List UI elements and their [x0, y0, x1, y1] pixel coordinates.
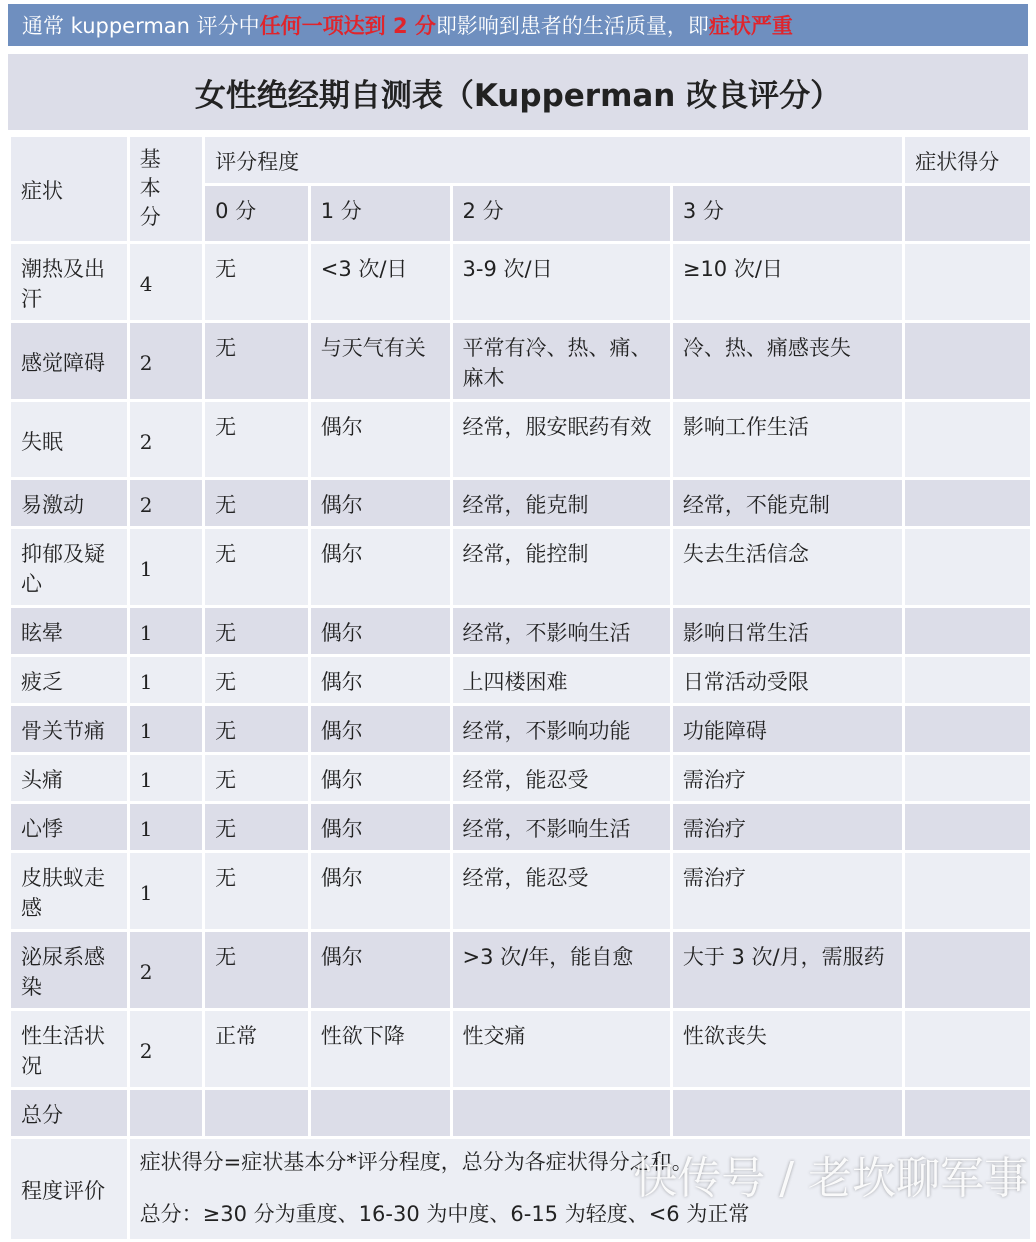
header-level-1: 1 分 [311, 186, 450, 241]
evaluation-line-1: 症状得分=症状基本分*评分程度，总分为各症状得分之和。 [139, 1150, 693, 1174]
level-3-cell: 需治疗 [673, 853, 902, 929]
table-row [11, 853, 1030, 929]
symptom-score-cell [905, 1011, 1030, 1087]
total-label: 总分 [11, 1090, 127, 1136]
level-2-cell: 上四楼困难 [453, 657, 670, 703]
level-2-cell: 经常，能忍受 [453, 755, 670, 801]
total-cell [453, 1090, 670, 1136]
table-row [11, 480, 1030, 526]
level-3-cell: 影响日常生活 [673, 608, 902, 654]
level-2-cell: 3-9 次/日 [453, 244, 670, 320]
base-score-cell: 1 [130, 657, 202, 703]
symptom-cell: 潮热及出汗 [11, 244, 127, 320]
level-0-cell: 无 [205, 323, 308, 399]
symptom-score-cell [905, 244, 1030, 320]
level-1-cell: <3 次/日 [311, 244, 450, 320]
header-level-3: 3 分 [673, 186, 902, 241]
table-row [11, 804, 1030, 850]
header-base-score [130, 137, 202, 241]
level-3-cell: ≥10 次/日 [673, 244, 902, 320]
base-score-cell: 1 [130, 853, 202, 929]
symptom-score-cell [905, 755, 1030, 801]
banner-text-1: 通常 kupperman 评分中 [22, 14, 260, 38]
level-3-cell: 需治疗 [673, 755, 902, 801]
base-score-cell: 2 [130, 932, 202, 1008]
watermark-text: 快传号 / 老坎聊军事 [633, 1153, 1028, 1204]
level-1-cell: 与天气有关 [311, 323, 450, 399]
base-score-cell: 2 [130, 402, 202, 477]
symptom-cell: 抑郁及疑心 [11, 529, 127, 605]
level-1-cell: 偶尔 [311, 706, 450, 752]
table-row [11, 706, 1030, 752]
level-1-cell: 偶尔 [311, 804, 450, 850]
level-3-cell: 大于 3 次/月，需服药 [673, 932, 902, 1008]
symptom-cell: 眩晕 [11, 608, 127, 654]
level-2-cell: 经常，能控制 [453, 529, 670, 605]
level-3-cell: 影响工作生活 [673, 402, 902, 477]
total-cell [130, 1090, 202, 1136]
level-3-cell: 经常，不能克制 [673, 480, 902, 526]
base-score-cell: 1 [130, 706, 202, 752]
header-base-score-text: 基本分 [139, 147, 161, 229]
level-2-cell: 平常有冷、热、痛、麻木 [453, 323, 670, 399]
table-row [11, 932, 1030, 1008]
base-score-cell: 2 [130, 323, 202, 399]
header-level-0: 0 分 [205, 186, 308, 241]
total-cell [311, 1090, 450, 1136]
level-0-cell: 无 [205, 402, 308, 477]
level-2-cell: 经常，不影响生活 [453, 804, 670, 850]
symptom-cell: 头痛 [11, 755, 127, 801]
symptom-score-cell [905, 480, 1030, 526]
level-3-cell: 失去生活信念 [673, 529, 902, 605]
header-score-blank [905, 186, 1030, 241]
table-row [11, 402, 1030, 477]
symptom-cell: 感觉障碍 [11, 323, 127, 399]
level-2-cell: 经常，服安眠药有效 [453, 402, 670, 477]
total-cell [673, 1090, 902, 1136]
level-3-cell: 性欲丧失 [673, 1011, 902, 1087]
level-0-cell: 无 [205, 244, 308, 320]
symptom-cell: 疲乏 [11, 657, 127, 703]
level-1-cell: 偶尔 [311, 853, 450, 929]
level-0-cell: 无 [205, 657, 308, 703]
base-score-cell: 2 [130, 480, 202, 526]
symptom-score-cell [905, 804, 1030, 850]
level-3-cell: 冷、热、痛感丧失 [673, 323, 902, 399]
table-row [11, 529, 1030, 605]
table-row [11, 323, 1030, 399]
header-degree: 评分程度 [205, 137, 902, 183]
level-2-cell: 性交痛 [453, 1011, 670, 1087]
banner-highlight-2: 症状严重 [708, 14, 793, 38]
level-1-cell: 偶尔 [311, 402, 450, 477]
total-cell [205, 1090, 308, 1136]
symptom-cell: 失眠 [11, 402, 127, 477]
table-row [11, 244, 1030, 320]
level-0-cell: 无 [205, 804, 308, 850]
base-score-cell: 1 [130, 755, 202, 801]
level-0-cell: 无 [205, 480, 308, 526]
symptom-score-cell [905, 657, 1030, 703]
base-score-cell: 1 [130, 529, 202, 605]
base-score-cell: 2 [130, 1011, 202, 1087]
symptom-score-cell [905, 706, 1030, 752]
symptom-cell: 骨关节痛 [11, 706, 127, 752]
level-0-cell: 无 [205, 608, 308, 654]
level-0-cell: 无 [205, 529, 308, 605]
symptom-cell: 性生活状况 [11, 1011, 127, 1087]
level-0-cell: 无 [205, 755, 308, 801]
level-1-cell: 偶尔 [311, 480, 450, 526]
level-0-cell: 无 [205, 932, 308, 1008]
level-2-cell: 经常，不影响生活 [453, 608, 670, 654]
level-3-cell: 日常活动受限 [673, 657, 902, 703]
symptom-cell: 心悸 [11, 804, 127, 850]
kupperman-table [8, 134, 1033, 1242]
symptom-cell: 易激动 [11, 480, 127, 526]
level-1-cell: 偶尔 [311, 755, 450, 801]
level-0-cell: 无 [205, 706, 308, 752]
level-2-cell: 经常，不影响功能 [453, 706, 670, 752]
base-score-cell: 4 [130, 244, 202, 320]
symptom-score-cell [905, 608, 1030, 654]
header-level-2: 2 分 [453, 186, 670, 241]
symptom-cell: 泌尿系感染 [11, 932, 127, 1008]
symptom-score-cell [905, 402, 1030, 477]
level-1-cell: 性欲下降 [311, 1011, 450, 1087]
table-row [11, 755, 1030, 801]
evaluation-label: 程度评价 [11, 1139, 127, 1239]
level-0-cell: 无 [205, 853, 308, 929]
summary-banner [8, 4, 1028, 46]
symptom-score-cell [905, 529, 1030, 605]
symptom-score-cell [905, 323, 1030, 399]
symptom-score-cell [905, 932, 1030, 1008]
level-2-cell: 经常，能克制 [453, 480, 670, 526]
level-2-cell: 经常，能忍受 [453, 853, 670, 929]
banner-highlight-1: 任何一项达到 2 分 [259, 14, 436, 38]
table-row [11, 608, 1030, 654]
table-title: 女性绝经期自测表（Kupperman 改良评分） [8, 54, 1028, 130]
banner-text-2: 即影响到患者的生活质量，即 [435, 14, 709, 38]
header-symptom: 症状 [11, 137, 127, 241]
symptom-cell: 皮肤蚁走感 [11, 853, 127, 929]
level-2-cell: >3 次/年，能自愈 [453, 932, 670, 1008]
level-1-cell: 偶尔 [311, 657, 450, 703]
evaluation-line-2: 总分：≥30 分为重度、16-30 为中度、6-15 为轻度、<6 为正常 [139, 1202, 750, 1226]
level-1-cell: 偶尔 [311, 608, 450, 654]
table-row [11, 1011, 1030, 1087]
base-score-cell: 1 [130, 608, 202, 654]
level-3-cell: 需治疗 [673, 804, 902, 850]
base-score-cell: 1 [130, 804, 202, 850]
level-0-cell: 正常 [205, 1011, 308, 1087]
level-3-cell: 功能障碍 [673, 706, 902, 752]
table-row [11, 657, 1030, 703]
symptom-score-cell [905, 853, 1030, 929]
level-1-cell: 偶尔 [311, 529, 450, 605]
total-cell [905, 1090, 1030, 1136]
header-symptom-score: 症状得分 [905, 137, 1030, 183]
level-1-cell: 偶尔 [311, 932, 450, 1008]
